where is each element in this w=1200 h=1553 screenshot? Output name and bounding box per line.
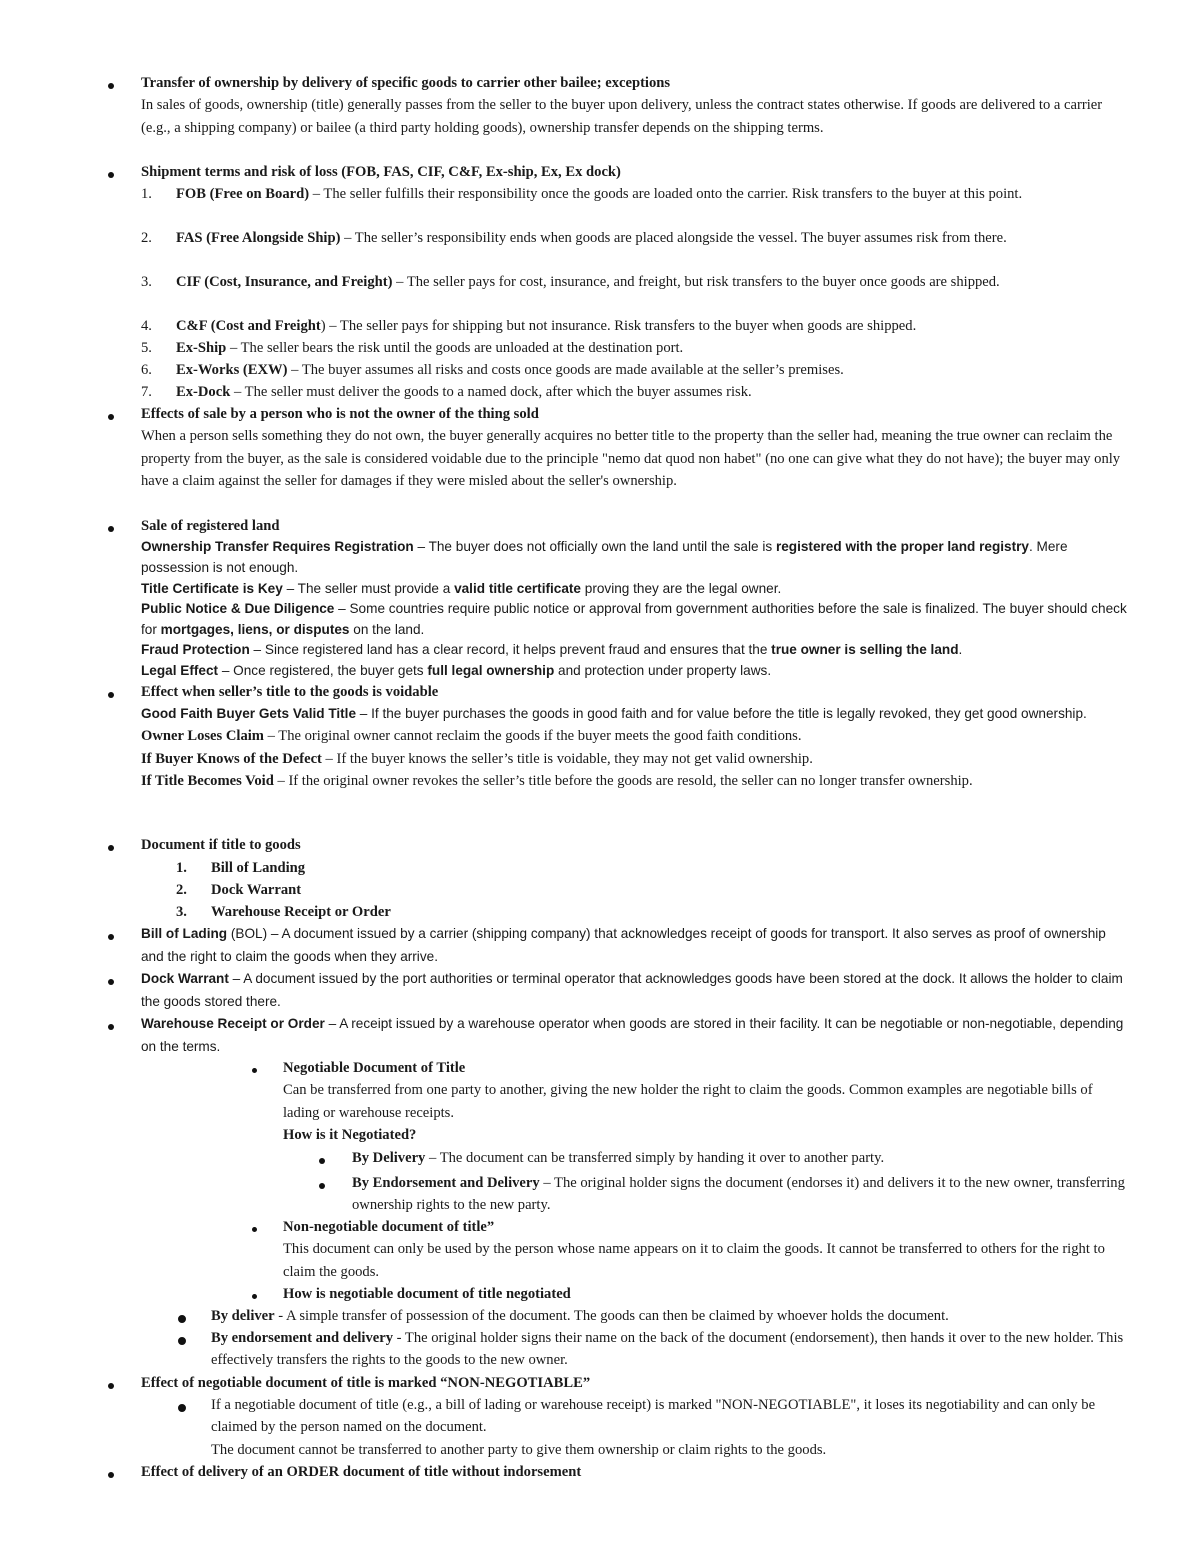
bullet-icon bbox=[104, 75, 118, 89]
section-body: In sales of goods, ownership (title) generally passes from the seller to the buyer upon delivery, unless the contract states otherwise. If goods are delivered to a carrier (e.g., a shipping company) or bailee (a third party holding goods), ownership transfer depends on the shipping terms. bbox=[141, 97, 1103, 136]
section-dock-warrant: Dock Warrant – A document issued by the port authorities or terminal operator that acknowledges goods have been stored at the dock. It allows the holder to claim the goods stored there. bbox=[141, 971, 1123, 1009]
section-sale-by-non-owner bbox=[141, 403, 1132, 493]
bullet-icon bbox=[104, 684, 118, 698]
shipment-term-item: CIF (Cost, Insurance, and Freight) – The seller pays for cost, insurance, and freight, but risk transfers to the buyer once goods are shipped. bbox=[176, 274, 1000, 290]
shipment-term-item: Ex-Dock – The seller must deliver the goods to a named dock, after which the buyer assumes risk. bbox=[176, 384, 752, 400]
section-warehouse-receipt: Warehouse Receipt or Order – A receipt issued by a warehouse operator when goods are stored in their facility. It can be negotiable or non-negotiable, depending on the terms. bbox=[141, 1016, 1124, 1054]
bullet-icon bbox=[104, 1016, 118, 1030]
by-endorsement-item: By Endorsement and Delivery – The original holder signs the document (endorses it) and delivers it to the new owner, transferring ownership rights to the new party. bbox=[352, 1175, 1125, 1214]
title-void-paragraph: If Title Becomes Void – If the original owner revokes the seller’s title before the goods are resold, the seller can no longer transfer ownership. bbox=[141, 773, 973, 790]
term-label: Owner Loses Claim bbox=[141, 728, 264, 745]
public-notice-paragraph: Public Notice & Due Diligence – Some countries require public notice or approval from government authorities before the sale is finalized. The buyer should check for mortgages, liens, or disputes on the land. bbox=[141, 601, 1127, 637]
list-number: 3. bbox=[176, 904, 187, 920]
square-bullet-icon bbox=[248, 1060, 262, 1074]
list-number: 1. bbox=[176, 860, 187, 876]
term-label: Ex-Ship bbox=[176, 340, 227, 356]
term-label: Ownership Transfer Requires Registration bbox=[141, 539, 414, 555]
registration-paragraph: Ownership Transfer Requires Registration – The buyer does not officially own the land until the sale is registered with the proper land registry. Mere possession is not enough. bbox=[141, 539, 1068, 575]
list-number: 1. bbox=[141, 186, 152, 202]
buyer-knows-defect-paragraph: If Buyer Knows of the Defect – If the buyer knows the seller’s title is voidable, they may not get valid ownership. bbox=[141, 750, 813, 767]
list-number: 2. bbox=[176, 882, 187, 898]
term-label: Legal Effect bbox=[141, 662, 219, 678]
document-type-item: Bill of Landing bbox=[211, 860, 306, 876]
term-label: C&F (Cost and Freight bbox=[176, 318, 321, 334]
section-voidable-title bbox=[141, 681, 1132, 793]
non-negotiable-effect-item: If a negotiable document of title (e.g., a bill of lading or warehouse receipt) is marked "NON-NEGOTIABLE", it loses its negotiability and can only be claimed by the person named on the document. The document cannot be transferred to another party to give them ownership or claim rights to the goods. bbox=[211, 1397, 1096, 1458]
subheading: Negotiable Document of Title bbox=[283, 1060, 466, 1076]
bullet-icon bbox=[104, 926, 118, 940]
list-number: 6. bbox=[141, 362, 152, 378]
circle-bullet-icon bbox=[176, 1308, 190, 1322]
section-bill-of-lading: Bill of Lading (BOL) – A document issued by a carrier (shipping company) that acknowledges receipt of goods for transport. It also serves as proof of ownership and the right to claim the goods when they arrive. bbox=[141, 926, 1106, 964]
how-negotiated-heading: How is negotiable document of title negotiated bbox=[283, 1286, 571, 1302]
title-certificate-paragraph: Title Certificate is Key – The seller must provide a valid title certificate proving they are the legal owner. bbox=[141, 580, 782, 596]
good-faith-paragraph: Good Faith Buyer Gets Valid Title – If the buyer purchases the goods in good faith and for value before the title is legally revoked, they get good ownership. bbox=[141, 706, 1087, 722]
section-registered-land bbox=[141, 515, 1132, 682]
term-label: Ex-Dock bbox=[176, 384, 231, 400]
section-documents-of-title bbox=[141, 834, 1132, 856]
square-bullet-icon bbox=[248, 1286, 262, 1300]
term-label: FAS (Free Alongside Ship) bbox=[176, 230, 341, 246]
list-number: 4. bbox=[141, 318, 152, 334]
shipment-term-item: C&F (Cost and Freight) – The seller pays for shipping but not insurance. Risk transfers to the buyer when goods are shipped. bbox=[176, 318, 917, 334]
term-label: Bill of Lading bbox=[141, 926, 228, 941]
list-number: 5. bbox=[141, 340, 152, 356]
term-label: Dock Warrant bbox=[141, 971, 229, 986]
legal-effect-paragraph: Legal Effect – Once registered, the buyer gets full legal ownership and protection under property laws. bbox=[141, 662, 772, 678]
term-label: By Endorsement and Delivery bbox=[352, 1175, 540, 1191]
term-label: Good Faith Buyer Gets Valid Title bbox=[141, 706, 357, 722]
section-heading: Effect when seller’s title to the goods is voidable bbox=[141, 684, 439, 700]
term-label: Title Certificate is Key bbox=[141, 580, 283, 596]
term-label: If Title Becomes Void bbox=[141, 773, 274, 790]
by-endorsement-delivery-item: By endorsement and delivery - The original holder signs their name on the back of the document (endorsement), then hands it over to the new holder. This effectively transfers the rights to the goods to the new owner. bbox=[211, 1330, 1124, 1369]
shipment-term-item: Ex-Works (EXW) – The buyer assumes all risks and costs once goods are made available at the seller’s premises. bbox=[176, 362, 844, 378]
square-bullet-icon bbox=[248, 1219, 262, 1233]
circle-bullet-icon bbox=[176, 1330, 190, 1344]
fraud-protection-paragraph: Fraud Protection – Since registered land has a clear record, it helps prevent fraud and ensures that the true owner is selling the land. bbox=[141, 642, 963, 658]
term-label: Ex-Works (EXW) bbox=[176, 362, 288, 378]
section-marked-non-negotiable bbox=[141, 1372, 1132, 1394]
section-body: When a person sells something they do not own, the buyer generally acquires no better title to the property than the seller had, meaning the true owner can reclaim the property from the buyer, as the sale is considered voidable due to the principle "nemo dat quod non habet" (no one can give what they do not have); the buyer may only have a claim against the seller for damages if they were misled about the seller's ownership. bbox=[141, 428, 1121, 490]
list-number: 3. bbox=[141, 274, 152, 290]
section-transfer-ownership bbox=[141, 72, 1132, 139]
owner-loses-claim-paragraph: Owner Loses Claim – The original owner cannot reclaim the goods if the buyer meets the good faith conditions. bbox=[141, 728, 802, 745]
term-label: FOB (Free on Board) bbox=[176, 186, 310, 202]
term-label: If Buyer Knows of the Defect bbox=[141, 750, 322, 767]
term-label: By deliver bbox=[211, 1308, 275, 1324]
subheading-body: Can be transferred from one party to another, giving the new holder the right to claim the goods. Common examples are negotiable bills of lading or warehouse receipts. bbox=[283, 1082, 1093, 1121]
shipment-term-item: FOB (Free on Board) – The seller fulfills their responsibility once the goods are loaded onto the carrier. Risk transfers to the buyer at this point. bbox=[176, 186, 1023, 202]
section-heading: Sale of registered land bbox=[141, 518, 280, 534]
bullet-icon bbox=[315, 1175, 329, 1189]
document-type-item: Warehouse Receipt or Order bbox=[211, 904, 391, 920]
negotiable-document-block bbox=[283, 1057, 1130, 1147]
list-number: 2. bbox=[141, 230, 152, 246]
section-heading: Effect of negotiable document of title is marked “NON-NEGOTIABLE” bbox=[141, 1375, 591, 1391]
section-heading: Transfer of ownership by delivery of specific goods to carrier other bailee; exceptions bbox=[141, 75, 671, 91]
term-label: Public Notice & Due Diligence bbox=[141, 601, 335, 617]
section-heading: Document if title to goods bbox=[141, 837, 301, 853]
list-number: 7. bbox=[141, 384, 152, 400]
by-deliver-item: By deliver - A simple transfer of possession of the document. The goods can then be claimed by whoever holds the document. bbox=[211, 1308, 949, 1324]
bullet-icon bbox=[104, 164, 118, 178]
section-heading: Effect of delivery of an ORDER document of title without indorsement bbox=[141, 1464, 582, 1480]
subheading: How is it Negotiated? bbox=[283, 1127, 417, 1144]
subheading-body: This document can only be used by the person whose name appears on it to claim the goods. It cannot be transferred to others for the right to claim the goods. bbox=[283, 1241, 1105, 1280]
bullet-icon bbox=[315, 1150, 329, 1164]
term-label: CIF (Cost, Insurance, and Freight) bbox=[176, 274, 393, 290]
section-heading: Effects of sale by a person who is not the owner of the thing sold bbox=[141, 406, 539, 422]
subheading: Non-negotiable document of title” bbox=[283, 1219, 495, 1235]
circle-bullet-icon bbox=[176, 1397, 190, 1411]
term-label: Warehouse Receipt or Order bbox=[141, 1016, 325, 1031]
bullet-icon bbox=[104, 971, 118, 985]
section-shipment-terms bbox=[141, 161, 1132, 183]
by-delivery-item: By Delivery – The document can be transferred simply by handing it over to another party. bbox=[352, 1150, 885, 1166]
shipment-term-item: Ex-Ship – The seller bears the risk until the goods are unloaded at the destination port. bbox=[176, 340, 684, 356]
shipment-term-item: FAS (Free Alongside Ship) – The seller’s responsibility ends when goods are placed alongside the vessel. The buyer assumes risk from there. bbox=[176, 230, 1007, 246]
bullet-icon bbox=[104, 406, 118, 420]
bullet-icon bbox=[104, 1375, 118, 1389]
term-label: By endorsement and delivery bbox=[211, 1330, 394, 1346]
bullet-icon bbox=[104, 1464, 118, 1478]
bullet-icon bbox=[104, 837, 118, 851]
bullet-icon bbox=[104, 518, 118, 532]
section-heading: Shipment terms and risk of loss (FOB, FAS, CIF, C&F, Ex-ship, Ex, Ex dock) bbox=[141, 164, 621, 180]
term-label: By Delivery bbox=[352, 1150, 426, 1166]
section-order-document bbox=[141, 1461, 1132, 1483]
non-negotiable-block bbox=[283, 1216, 1130, 1283]
term-label: Fraud Protection bbox=[141, 642, 250, 658]
document-type-item: Dock Warrant bbox=[211, 882, 302, 898]
